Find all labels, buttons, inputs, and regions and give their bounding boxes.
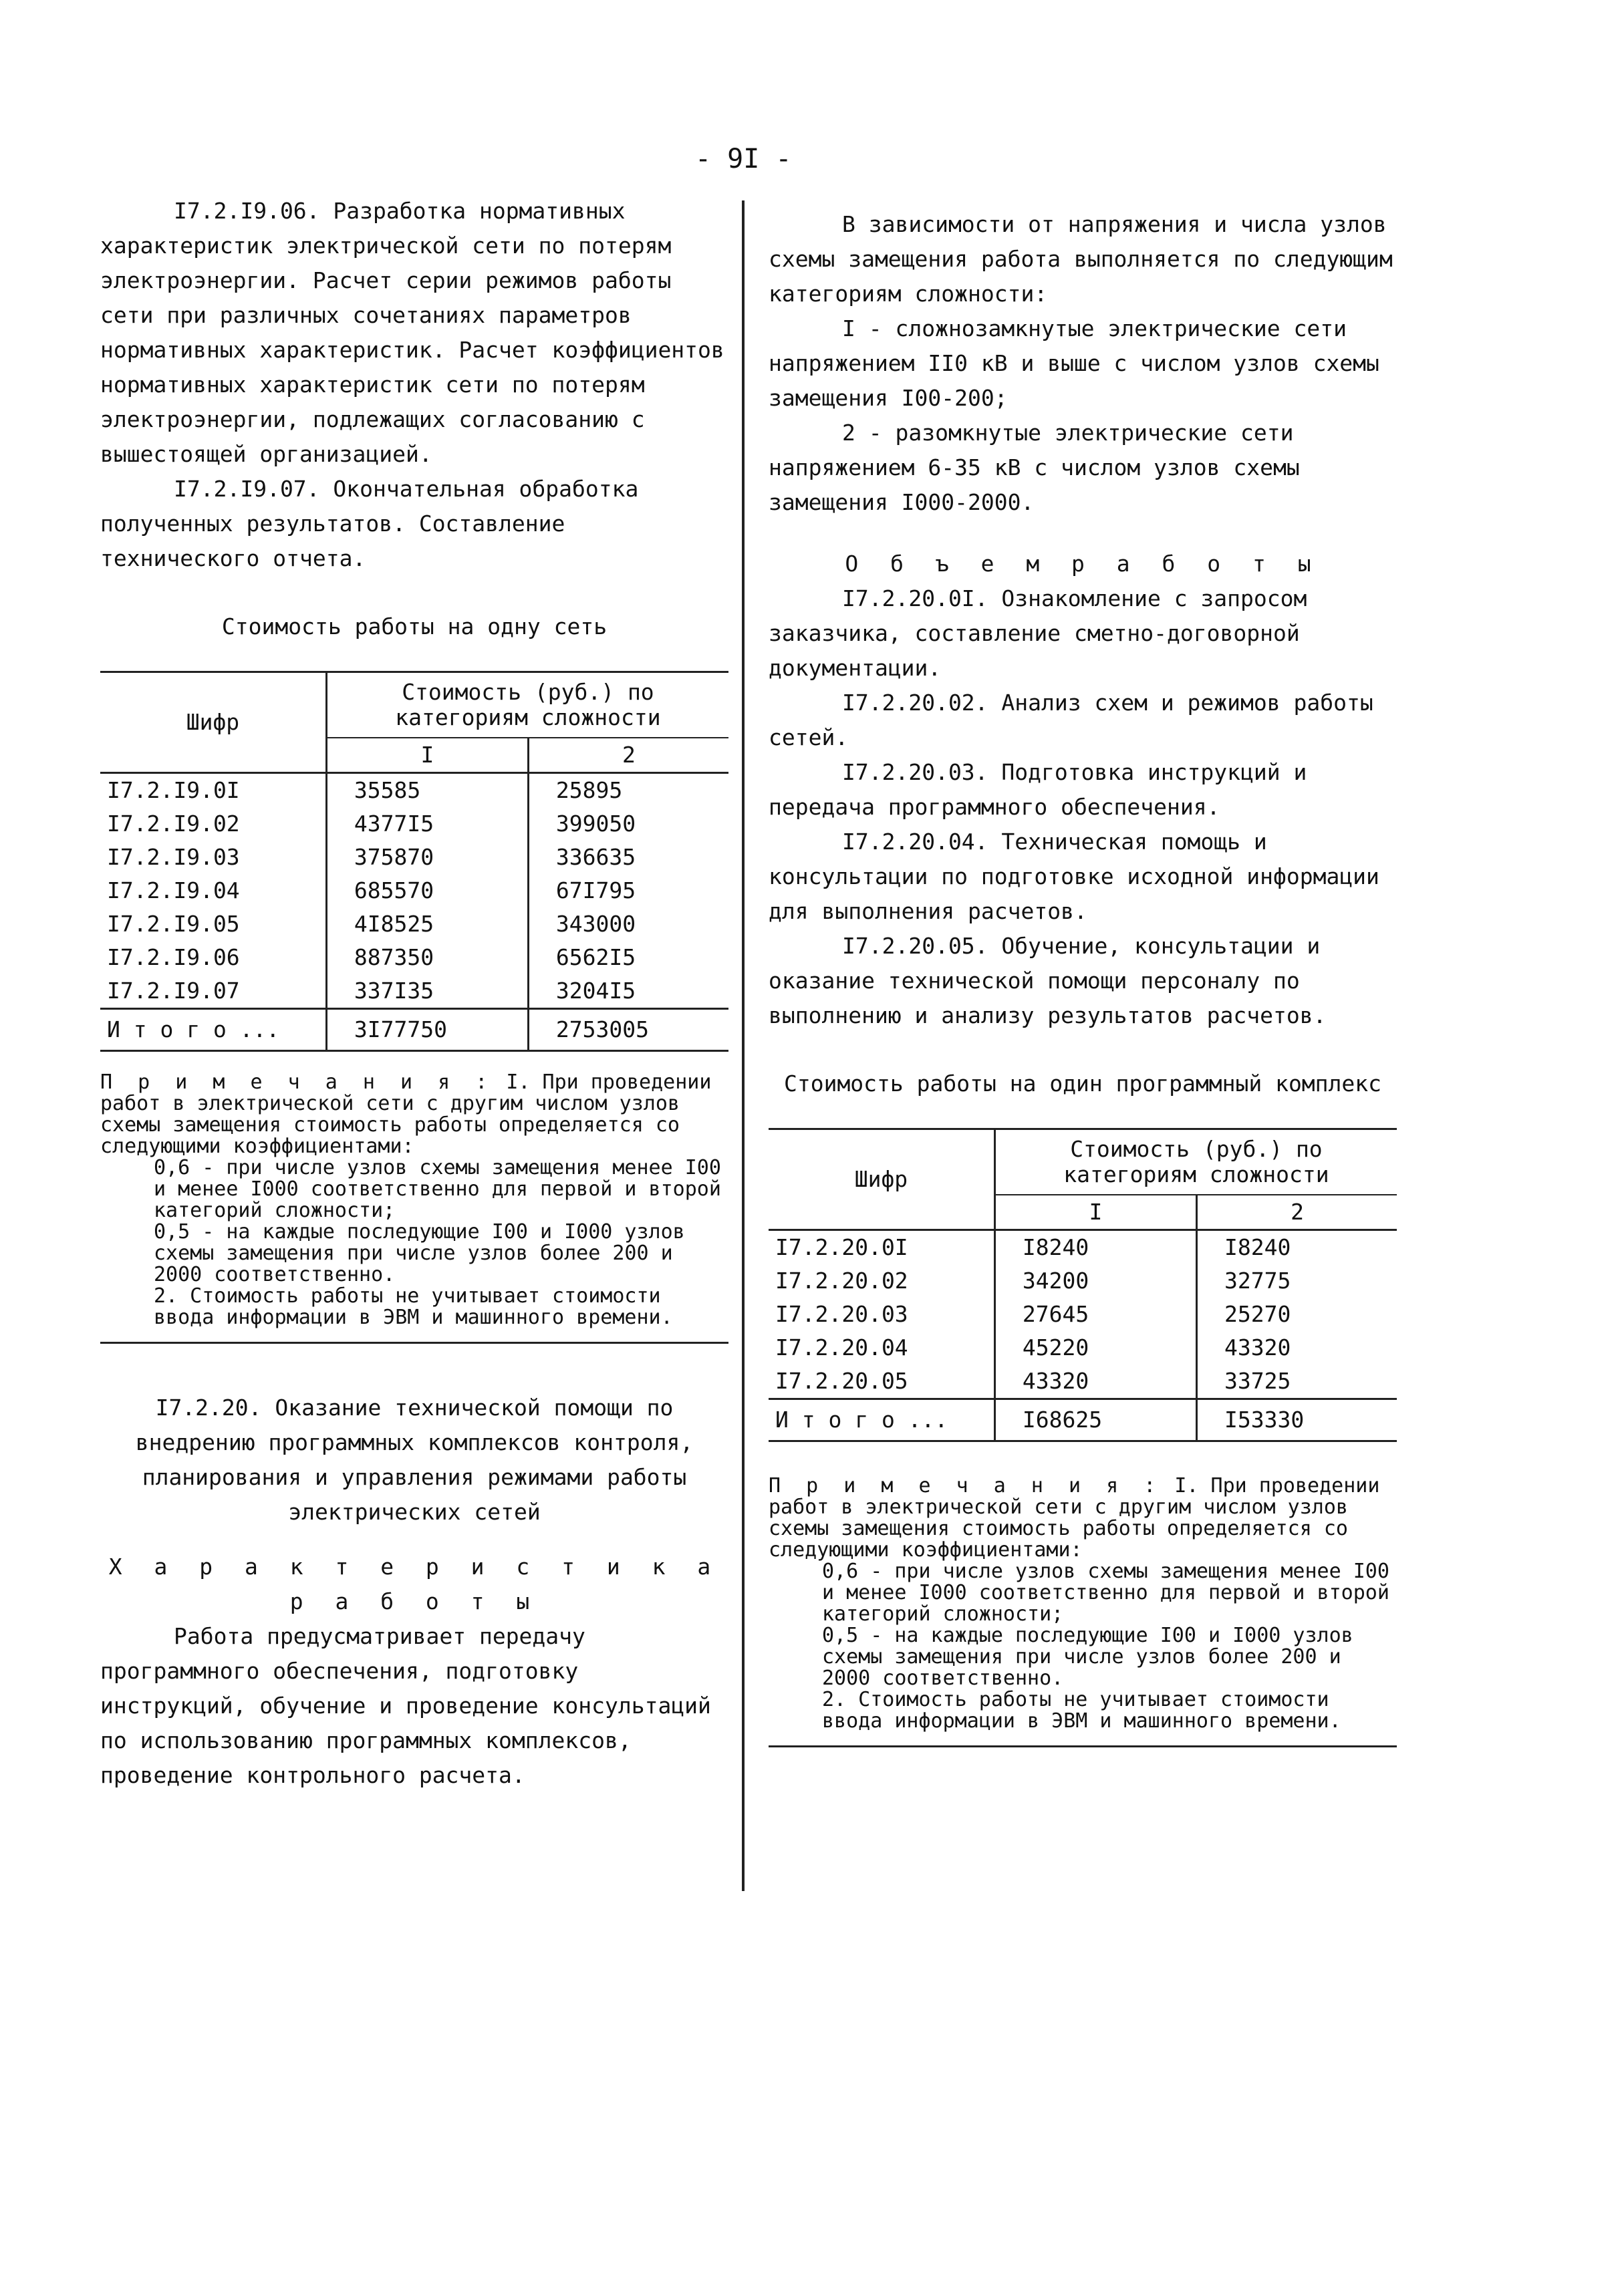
row-cat1-cost: 35585	[326, 773, 528, 808]
total-label: И т о г о ...	[769, 1399, 994, 1441]
table-title: Стоимость работы на одну сеть	[221, 613, 608, 639]
cat2-header: 2	[528, 738, 728, 773]
total-cat1: 3I77750	[326, 1009, 528, 1051]
row-cat2-cost: 3204I5	[528, 974, 728, 1009]
column-divider	[742, 200, 745, 1891]
note-2: 2. Стоимость работы не учитывает стоимости ввода информации в ЭВМ и машинного времени.	[154, 1284, 673, 1329]
table-row	[100, 874, 728, 907]
row-cat2-cost: 6562I5	[528, 941, 728, 974]
row-code: I7.2.20.0I	[775, 1234, 908, 1260]
work-20-05: I7.2.20.05. Обучение, консультации и оказание технической помощи персоналу по выполнению и анализу результатов расчетов.	[769, 933, 1327, 1028]
row-cat1-cost: 27645	[994, 1298, 1196, 1331]
row-cat1-cost: 887350	[326, 941, 528, 974]
row-cat2-cost: 336635	[528, 841, 728, 874]
characteristics-text: Работа предусматривает передачу программного обеспечения, подготовку инструкций, обучение и проведение консультаций по использованию программных комплексов, проведение контрольного расчета.	[100, 1623, 711, 1788]
table-row	[100, 907, 728, 941]
row-code: I7.2.I9.07	[107, 978, 240, 1004]
row-code: I7.2.I9.06	[107, 944, 240, 970]
row-cat1-cost: 34200	[994, 1264, 1196, 1298]
total-cat2: I53330	[1197, 1399, 1397, 1441]
row-code: I7.2.20.02	[775, 1268, 908, 1294]
table-row	[100, 941, 728, 974]
paragraph-19-06: I7.2.I9.06. Разработка нормативных характеристик электрической сети по потерям электроэнергии. Расчет серии режимов работы сети при различных сочетаниях параметров нормативных характеристик. Расчет коэффициентов нормативных характеристик сети по потерям электроэнергии, подлежащих согласованию с вышестоящей организацией.	[100, 198, 724, 467]
note-1: I. При проведении работ в электрической сети с другим числом узлов схемы замещения стоимость работы определяется со следующими коэффициентами:	[769, 1474, 1380, 1562]
row-cat2-cost: 33725	[1197, 1365, 1397, 1399]
row-code: I7.2.I9.0I	[107, 777, 240, 803]
table-row	[100, 974, 728, 1009]
table-row	[100, 841, 728, 874]
note-1b: 0,5 - на каждые последующие I00 и I000 узлов схемы замещения при числе узлов более 200 и 2000 соответственно.	[822, 1624, 1353, 1690]
table-row	[100, 773, 728, 808]
notes-lead: П р и м е ч а н и я :	[769, 1474, 1163, 1497]
cat1-header: I	[994, 1195, 1196, 1230]
note-2: 2. Стоимость работы не учитывает стоимости ввода информации в ЭВМ и машинного времени.	[822, 1688, 1341, 1733]
page-number: - 9I -	[695, 144, 792, 174]
table-row	[769, 1230, 1397, 1265]
work-20-02: I7.2.20.02. Анализ схем и режимов работы сетей.	[769, 690, 1373, 750]
notes-rule	[100, 1342, 728, 1344]
col-cost-header: Стоимость (руб.) по категориям сложности	[326, 672, 728, 738]
characteristics-heading: Х а р а к т е р и с т и к а р а б о т ы	[108, 1554, 720, 1614]
row-code: I7.2.I9.04	[107, 877, 240, 903]
row-cat2-cost: 25270	[1197, 1298, 1397, 1331]
row-cat1-cost: 4I8525	[326, 907, 528, 941]
left-column	[100, 194, 728, 1793]
row-code: I7.2.20.04	[775, 1334, 908, 1360]
row-cat1-cost: 375870	[326, 841, 528, 874]
work-20-04: I7.2.20.04. Техническая помощь и консультации по подготовке исходной информации для выполнения расчетов.	[769, 829, 1379, 924]
total-row	[769, 1399, 1397, 1441]
row-cat1-cost: 43320	[994, 1365, 1196, 1399]
table-row	[769, 1331, 1397, 1365]
row-cat2-cost: 25895	[528, 773, 728, 808]
table-row	[769, 1298, 1397, 1331]
note-1a: 0,6 - при числе узлов схемы замещения менее I00 и менее I000 соответственно для первой и второй категорий сложности;	[822, 1560, 1389, 1626]
notes-rule	[769, 1745, 1397, 1747]
row-code: I7.2.I9.02	[107, 811, 240, 837]
row-cat2-cost: 43320	[1197, 1331, 1397, 1365]
category-2: 2 - разомкнутые электрические сети напряжением 6-35 кВ с числом узлов схемы замещения I000-2000.	[769, 420, 1300, 515]
total-cat2: 2753005	[528, 1009, 728, 1051]
work-20-03: I7.2.20.03. Подготовка инструкций и передача программного обеспечения.	[769, 759, 1307, 820]
notes	[100, 1072, 728, 1328]
row-cat1-cost: 4377I5	[326, 807, 528, 841]
row-cat2-cost: 67I795	[528, 874, 728, 907]
section-title: I7.2.20. Оказание технической помощи по внедрению программных комплексов контроля, планирования и управления режимами работы электрических сетей	[135, 1395, 694, 1525]
col-code-header: Шифр	[100, 672, 326, 773]
note-1b: 0,5 - на каждые последующие I00 и I000 узлов схемы замещения при числе узлов более 200 и 2000 соответственно.	[154, 1220, 685, 1286]
col-code-header: Шифр	[769, 1129, 994, 1230]
note-1: I. При проведении работ в электрической сети с другим числом узлов схемы замещения стоимость работы определяется со следующими коэффициентами:	[100, 1070, 712, 1158]
row-code: I7.2.20.05	[775, 1368, 908, 1394]
row-code: I7.2.I9.05	[107, 911, 240, 937]
total-row	[100, 1009, 728, 1051]
table-title: Стоимость работы на один программный комплекс	[783, 1070, 1382, 1097]
row-code: I7.2.20.03	[775, 1301, 908, 1327]
right-column	[769, 207, 1397, 1747]
notes-lead: П р и м е ч а н и я :	[100, 1070, 495, 1094]
row-cat2-cost: 32775	[1197, 1264, 1397, 1298]
cost-table	[100, 671, 728, 1052]
row-cat2-cost: 343000	[528, 907, 728, 941]
col-cost-header: Стоимость (руб.) по категориям сложности	[994, 1129, 1397, 1195]
table-row	[769, 1264, 1397, 1298]
table-row	[100, 807, 728, 841]
table-row	[769, 1365, 1397, 1399]
work-20-01: I7.2.20.0I. Ознакомление с запросом заказчика, составление сметно-договорной документации.	[769, 585, 1307, 681]
row-cat1-cost: 45220	[994, 1331, 1196, 1365]
row-cat1-cost: 685570	[326, 874, 528, 907]
volume-heading: О б ъ е м р а б о т ы	[845, 551, 1321, 577]
total-label: И т о г о ...	[100, 1009, 326, 1051]
row-cat1-cost: I8240	[994, 1230, 1196, 1265]
paragraph-19-07: I7.2.I9.07. Окончательная обработка полученных результатов. Составление технического отчета.	[100, 476, 639, 571]
row-cat2-cost: 399050	[528, 807, 728, 841]
row-cat2-cost: I8240	[1197, 1230, 1397, 1265]
row-code: I7.2.I9.03	[107, 844, 240, 870]
intro-text: В зависимости от напряжения и числа узлов схемы замещения работа выполняется по следующим категориям сложности:	[769, 211, 1393, 307]
row-cat1-cost: 337I35	[326, 974, 528, 1009]
cost-table	[769, 1128, 1397, 1442]
category-1: I - сложнозамкнутые электрические сети напряжением II0 кВ и выше с числом узлов схемы замещения I00-200;	[769, 315, 1379, 411]
total-cat1: I68625	[994, 1399, 1196, 1441]
cat2-header: 2	[1197, 1195, 1397, 1230]
notes	[769, 1475, 1397, 1732]
note-1a: 0,6 - при числе узлов схемы замещения менее I00 и менее I000 соответственно для первой и второй категорий сложности;	[154, 1156, 721, 1222]
cat1-header: I	[326, 738, 528, 773]
